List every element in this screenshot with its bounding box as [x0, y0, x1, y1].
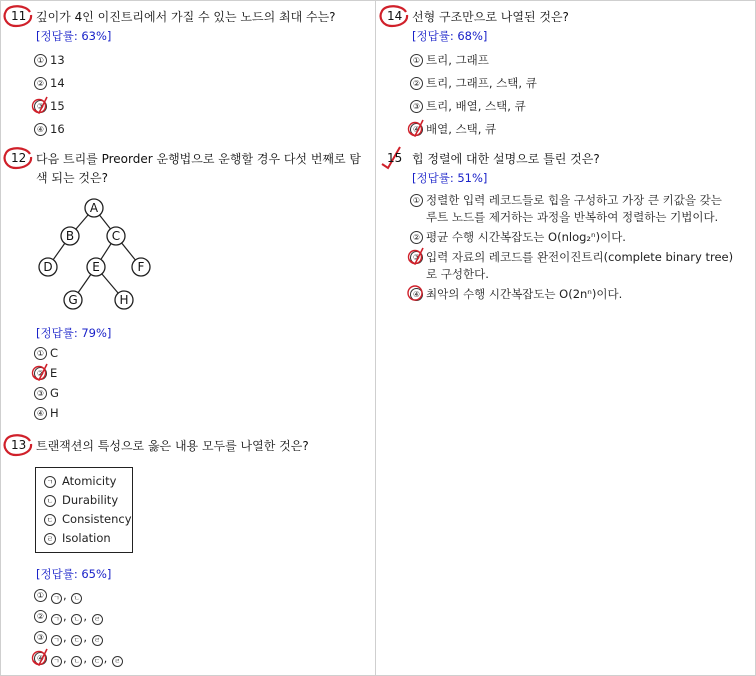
- option-4[interactable]: [378, 286, 750, 303]
- option-key: ㄱ: [51, 656, 62, 667]
- binary-tree-diagram: [32, 196, 162, 316]
- answer-check-icon: [406, 246, 424, 266]
- question-number: 15: [387, 151, 403, 165]
- option-number: ②: [410, 77, 423, 90]
- option-number: ④: [34, 123, 47, 136]
- answer-check-icon: [30, 362, 48, 382]
- option-text: 배열, 스택, 큐: [426, 122, 497, 136]
- tree-node-label: H: [119, 293, 129, 307]
- option-number: ②: [34, 610, 47, 623]
- box-item-key: ㄴ: [44, 495, 56, 507]
- option-number: ①: [410, 54, 423, 67]
- option-number: ②: [410, 231, 423, 244]
- tree-node-label: E: [92, 260, 100, 274]
- question-number-badge: [378, 146, 410, 170]
- option-key: ㄹ: [112, 656, 123, 667]
- tree-node-f: [132, 258, 150, 276]
- option-1[interactable]: [378, 52, 750, 69]
- option-text-line1: 입력 자료의 레코드를 완전이진트리(complete binary tree): [426, 250, 734, 264]
- question-text: 트랜잭션의 특성으로 옳은 내용 모두를 나열한 것은?: [36, 439, 309, 453]
- tree-node-label: F: [137, 260, 145, 274]
- option-2[interactable]: [2, 75, 372, 92]
- option-3[interactable]: [378, 98, 750, 115]
- tree-node-label: A: [89, 201, 99, 215]
- box-item-text: Isolation: [62, 531, 111, 545]
- option-2[interactable]: ② ㄱ , ㄴ , ㄹ: [2, 608, 372, 625]
- tree-node-label: C: [111, 229, 121, 243]
- option-number: ①: [34, 54, 47, 67]
- question-text: 힙 정렬에 대한 설명으로 틀린 것은?: [412, 152, 600, 166]
- question-header: [378, 8, 750, 27]
- option-number: ①: [34, 347, 47, 360]
- option-text: 13: [50, 53, 65, 67]
- option-4[interactable]: [2, 121, 372, 138]
- option-key: ㄴ: [71, 593, 82, 604]
- question-text: 깊이가 4인 이진트리에서 가질 수 있는 노드의 최대 수는?: [36, 10, 336, 24]
- tree-node-label: D: [43, 260, 53, 274]
- correct-rate: [정답률: 68%]: [412, 29, 488, 43]
- option-text-line2: 로 구성한다.: [426, 267, 489, 281]
- option-number: ③: [34, 631, 47, 644]
- question-number: 11: [11, 9, 27, 23]
- question-text-line2: 색 되는 것은?: [36, 171, 108, 185]
- option-3[interactable]: ③ ㄱ , ㄷ , ㄹ: [2, 629, 372, 646]
- option-key: ㄱ: [51, 614, 62, 625]
- question-header: [2, 8, 372, 27]
- option-number: ②: [34, 77, 47, 90]
- tree-node-label: G: [68, 293, 78, 307]
- box-item-text: Durability: [62, 493, 119, 507]
- question-header: [378, 150, 750, 169]
- option-text: G: [50, 386, 59, 400]
- question-header: [2, 437, 372, 456]
- option-text: 14: [50, 76, 65, 90]
- box-item-key: ㄱ: [44, 476, 56, 488]
- question-14: [378, 8, 750, 138]
- box-item: [44, 472, 124, 491]
- option-key: ㄹ: [92, 635, 103, 646]
- answer-check-icon: [30, 647, 48, 667]
- option-number: ③: [34, 100, 47, 113]
- option-text-line1: 정렬한 입력 레코드들로 힙을 구성하고 가장 큰 키값을 갖는: [426, 193, 722, 207]
- option-text: 16: [50, 122, 65, 136]
- tree-node-c: [107, 227, 125, 245]
- tree-node-label: B: [65, 229, 75, 243]
- question-11: [2, 8, 372, 138]
- option-number: ③: [410, 100, 423, 113]
- option-text: 트리, 그래프: [426, 53, 489, 67]
- answer-check-icon: [406, 118, 424, 138]
- question-12: [2, 150, 372, 420]
- option-key: ㄷ: [71, 635, 82, 646]
- question-number-badge: [378, 4, 410, 28]
- option-text: 트리, 그래프, 스택, 큐: [426, 76, 537, 90]
- question-header: [2, 150, 372, 188]
- option-number: ④: [34, 407, 47, 420]
- question-15: [378, 150, 750, 303]
- question-number: 13: [11, 438, 27, 452]
- correct-rate: [정답률: 65%]: [36, 567, 112, 581]
- option-3[interactable]: [2, 98, 372, 115]
- question-number: 12: [11, 151, 27, 165]
- option-3[interactable]: [378, 249, 750, 283]
- option-text: E: [50, 366, 58, 380]
- option-1[interactable]: [2, 52, 372, 69]
- box-item: [44, 491, 124, 510]
- option-text-line1: 최악의 수행 시간복잡도는 O(2nⁿ)이다.: [426, 287, 623, 301]
- question-13: [2, 437, 372, 665]
- option-number: ②: [34, 367, 47, 380]
- option-4[interactable]: [2, 405, 372, 422]
- tree-node-e: [87, 258, 105, 276]
- option-text: C: [50, 346, 59, 360]
- correct-rate: [정답률: 63%]: [36, 29, 112, 43]
- option-number: ④: [34, 652, 47, 665]
- option-key: ㄹ: [92, 614, 103, 625]
- column-divider: [375, 0, 376, 676]
- option-text-line2: 루트 노드를 제거하는 과정을 반복하여 정렬하는 기법이다.: [426, 210, 719, 224]
- box-item-text: Atomicity: [62, 474, 117, 488]
- box-item-key: ㄹ: [44, 533, 56, 545]
- correct-rate: [정답률: 51%]: [412, 171, 488, 185]
- option-3[interactable]: [2, 385, 372, 402]
- option-2[interactable]: [2, 365, 372, 382]
- option-4[interactable]: ④ ㄱ , ㄴ , ㄷ , ㄹ: [2, 650, 372, 667]
- question-text: 선형 구조만으로 나열된 것은?: [412, 10, 569, 24]
- answer-check-icon: [30, 95, 48, 115]
- question-number-badge: [2, 146, 34, 170]
- option-number: ①: [410, 194, 423, 207]
- box-item-text: Consistency: [62, 512, 132, 526]
- option-2[interactable]: [378, 229, 750, 246]
- box-item: [44, 529, 124, 548]
- option-text: 15: [50, 99, 65, 113]
- property-list-box: [35, 467, 133, 553]
- box-item: [44, 510, 132, 529]
- option-number: ①: [34, 589, 47, 602]
- question-number-badge: [2, 433, 34, 457]
- option-key: ㄴ: [71, 656, 82, 667]
- question-number-badge: [2, 4, 34, 28]
- tree-node-d: [39, 258, 57, 276]
- correct-rate: [정답률: 79%]: [36, 326, 112, 340]
- tree-node-g: [64, 291, 82, 309]
- option-2[interactable]: [378, 75, 750, 92]
- option-number: ③: [34, 387, 47, 400]
- tree-node-h: [115, 291, 133, 309]
- option-4[interactable]: [378, 121, 750, 138]
- option-text: H: [50, 406, 59, 420]
- answer-circle-icon: [406, 283, 424, 303]
- option-key: ㄱ: [51, 635, 62, 646]
- option-key: ㄷ: [92, 656, 103, 667]
- tree-node-a: [85, 199, 103, 217]
- option-1[interactable]: ① ㄱ , ㄴ: [2, 587, 372, 604]
- question-number: 14: [387, 9, 403, 23]
- option-number: ④: [410, 123, 423, 136]
- box-item-key: ㄷ: [44, 514, 56, 526]
- option-key: ㄱ: [51, 593, 62, 604]
- option-1[interactable]: [2, 345, 372, 362]
- option-text: 트리, 배열, 스택, 큐: [426, 99, 526, 113]
- option-key: ㄴ: [71, 614, 82, 625]
- option-number: ④: [410, 288, 423, 301]
- question-text-line1: 다음 트리를 Preorder 운행법으로 운행할 경우 다섯 번째로 탐: [36, 152, 362, 166]
- option-1[interactable]: [378, 192, 746, 226]
- tree-node-b: [61, 227, 79, 245]
- option-number: ③: [410, 251, 423, 264]
- option-text-line1: 평균 수행 시간복잡도는 O(nlog₂ⁿ)이다.: [426, 230, 626, 244]
